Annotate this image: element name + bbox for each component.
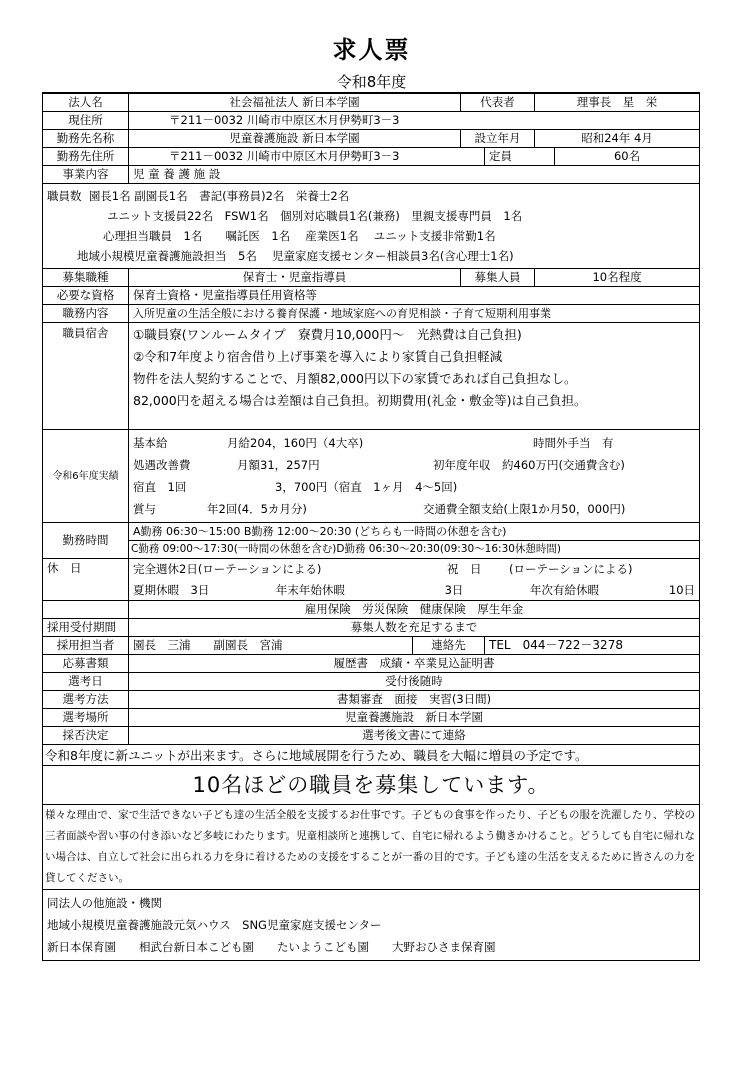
pay-improvement-line (133, 456, 695, 474)
label-qualification: 必要な資格 (43, 287, 129, 305)
label-place: 選考場所 (43, 709, 129, 727)
facilities-line-1: 地域小規模児童養護施設元気ハウス SNG児童家庭支援センター (47, 918, 382, 932)
staff-text-2: ユニット支援員22名 FSW1名 個別対応職員1名(兼務) 里親支援専門員 1名 (107, 209, 523, 223)
holiday-paid-days: 10日 (668, 583, 696, 597)
label-staff: 職員数 (47, 189, 82, 203)
row-recruit (43, 269, 700, 287)
pay-base-label: 基本給 (133, 436, 168, 450)
label-decision: 採否決定 (43, 727, 129, 745)
row-period (43, 619, 700, 637)
pay-annual: 初年度年収 約460万円(交通費含む) (433, 458, 625, 472)
value-method: 書類審査 面接 実習(3日間) (129, 691, 700, 709)
value-representative: 理事長 星 栄 (535, 93, 700, 112)
label-hours: 勤務時間 (43, 523, 129, 559)
label-pay: 令和6年度実績 (43, 430, 129, 523)
dorm-line-1: ①職員寮(ワンルームタイプ 寮費月10,000円～ 光熱費は自己負担) (133, 327, 522, 342)
value-decision: 選考後文書にて連絡 (129, 727, 700, 745)
value-docs: 履歴書 成績・卒業見込証明書 (129, 655, 700, 673)
row-notice (43, 745, 700, 766)
pay-bonus-line (133, 500, 695, 518)
pay-base-line (133, 434, 695, 452)
label-capacity: 定員 (485, 148, 555, 166)
value-workplace: 児童養護施設 新日本学園 (129, 130, 461, 148)
label-period: 採用受付期間 (43, 619, 129, 637)
hours-line-2: C勤務 09:00～17:30(一時間の休憩を含む)D勤務 06:30～20:30(09:30～16:30休憩時間) (129, 541, 700, 559)
label-work-address: 勤務先住所 (43, 148, 129, 166)
pay-improvement-value: 月額31，257円 (237, 458, 320, 472)
pay-improvement-label: 処遇改善費 (133, 458, 191, 472)
holiday-summer: 夏期休暇 3日 (133, 583, 210, 597)
row-holiday (43, 559, 700, 601)
label-contact: 連絡先 (413, 637, 485, 655)
label-established: 設立年月 (461, 130, 535, 148)
row-docs (43, 655, 700, 673)
label-duty: 職務内容 (43, 305, 129, 323)
headline-text: 10名ほどの職員を募集しています。 (43, 766, 700, 805)
row-workplace (43, 130, 700, 148)
row-address (43, 112, 700, 130)
label-method: 選考方法 (43, 691, 129, 709)
pay-overtime: 時間外手当 有 (533, 436, 614, 450)
label-docs: 応募書類 (43, 655, 129, 673)
row-contact (43, 637, 700, 655)
row-staff (43, 184, 700, 269)
row-method (43, 691, 700, 709)
pay-transport: 交通費全額支給(上限1か月50，000円) (423, 502, 626, 516)
value-established: 昭和24年 4月 (535, 130, 700, 148)
label-corporation: 法人名 (43, 93, 129, 112)
holiday-newyear-days: 3日 (444, 583, 464, 597)
holiday-newyear-label: 年末年始休暇 (275, 583, 345, 597)
page-title: 求人票 (332, 36, 411, 64)
pay-night-value: 3，700円（宿直 1ヶ月 4～5回) (275, 480, 458, 494)
holiday-paid-label: 年次有給休暇 (529, 583, 599, 597)
row-business (43, 166, 700, 184)
value-recruit: 保育士・児童指導員 (129, 269, 461, 287)
value-work-address: 〒211－0032 川崎市中原区木月伊勢町3－3 (129, 148, 485, 166)
holiday-line-1 (133, 560, 695, 578)
row-decision (43, 727, 700, 745)
label-address: 現住所 (43, 112, 129, 130)
pay-night-label: 宿直 1回 (133, 480, 187, 494)
label-dorm: 職員宿舎 (43, 323, 129, 430)
row-pay (43, 430, 700, 523)
staff-text-1: 園長1名 副園長1名 書記(事務員)2名 栄養士2名 (88, 189, 350, 203)
row-corporation (43, 93, 700, 112)
row-work-address (43, 148, 700, 166)
label-business: 事業内容 (43, 166, 129, 184)
row-description (43, 805, 700, 890)
row-dorm (43, 323, 700, 430)
label-date: 選考日 (43, 673, 129, 691)
row-qualification (43, 287, 700, 305)
pay-bonus-label: 賞与 (133, 502, 156, 516)
value-address: 〒211－0032 川崎市中原区木月伊勢町3－3 (129, 112, 700, 130)
row-insurance (43, 601, 700, 619)
value-insurance: 雇用保険 労災保険 健康保険 厚生年金 (129, 601, 700, 619)
row-hours-2 (43, 541, 700, 559)
row-facilities (43, 890, 700, 961)
row-headline (43, 766, 700, 805)
value-duty: 入所児童の生活全般における養育保護・地域家庭への育児相談・子育て短期利用事業 (129, 305, 700, 323)
value-qualification: 保育士資格・児童指導員任用資格等 (129, 287, 700, 305)
label-workplace: 勤務先名称 (43, 130, 129, 148)
facilities-line-2: 新日本保育園 相武台新日本こども園 たいようこども園 大野おひさま保育園 (47, 940, 496, 954)
holiday-line-2 (133, 581, 695, 599)
hours-line-1: A勤務 06:30～15:00 B勤務 12:00～20:30 (どちらも一時間の休憩を含む) (129, 523, 700, 541)
dorm-line-2: ②令和7年度より宿舎借り上げ事業を導入により家賃自己負担軽減 (133, 349, 503, 364)
label-contact-person: 採用担当者 (43, 637, 129, 655)
value-place: 児童養護施設 新日本学園 (129, 709, 700, 727)
facilities-heading: 同法人の他施設・機関 (47, 896, 162, 910)
job-info-table (42, 92, 700, 961)
label-holiday: 休 日 (43, 559, 129, 601)
pay-bonus-value: 年2回(4．5カ月分) (207, 502, 307, 516)
row-date (43, 673, 700, 691)
row-hours-1 (43, 523, 700, 541)
notice-text: 令和8年度に新ユニットが出来ます。さらに地域展開を行うため、職員を大幅に増員の予定です。 (43, 745, 700, 766)
staff-line-1 (47, 186, 695, 206)
pay-night-line (133, 478, 695, 496)
value-period: 募集人数を充足するまで (129, 619, 700, 637)
row-duty (43, 305, 700, 323)
dorm-line-4: 82,000円を超える場合は差額は自己負担。初期費用(礼金・敷金等)は自己負担。 (133, 393, 587, 408)
holiday-weekly: 完全週休2日(ローテーションによる) (133, 562, 322, 576)
value-date: 受付後随時 (129, 673, 700, 691)
pay-base-value: 月給204，160円（4大卒) (227, 436, 364, 450)
description-text: 様々な理由で、家で生活できない子ども達の生活全般を支援するお仕事です。子どもの食事を作ったり、子どもの服を洗濯したり、学校の三者面談や習い事の付き添いなど多岐にわたります。児童相談所と連携して、自宅に帰れるよう働きかけること。どうしても自宅に帰れない場合は、自立して社会に出られる力を身に着けるための支援をすることが一番の目的です。子ども達の生活を支えるために皆さんの力を貸してください。 (43, 805, 700, 890)
holiday-public-label: 祝 日 (447, 562, 482, 576)
fiscal-year: 令和8年度 (336, 73, 407, 91)
label-recruit-number: 募集人員 (461, 269, 535, 287)
value-business: 児 童 養 護 施 設 (129, 166, 700, 184)
holiday-public-value: (ローテーションによる) (509, 562, 633, 576)
dorm-line-3: 物件を法人契約することで、月額82,000円以下の家賃であれば自己負担なし。 (133, 371, 577, 386)
value-capacity: 60名 (555, 148, 700, 166)
staff-text-4: 地域小規模児童養護施設担当 5名 児童家庭支援センター相談員3名(含心理士1名) (77, 249, 514, 263)
value-contact-person: 園長 三浦 副園長 宮浦 (129, 637, 413, 655)
value-corporation: 社会福祉法人 新日本学園 (129, 93, 461, 112)
label-recruit: 募集職種 (43, 269, 129, 287)
row-place (43, 709, 700, 727)
staff-text-3: 心理担当職員 1名 嘱託医 1名 産業医1名 ユニット支援非常勤1名 (103, 229, 496, 243)
value-tel: TEL 044－722－3278 (485, 637, 700, 655)
label-representative: 代表者 (461, 93, 535, 112)
value-recruit-number: 10名程度 (535, 269, 700, 287)
